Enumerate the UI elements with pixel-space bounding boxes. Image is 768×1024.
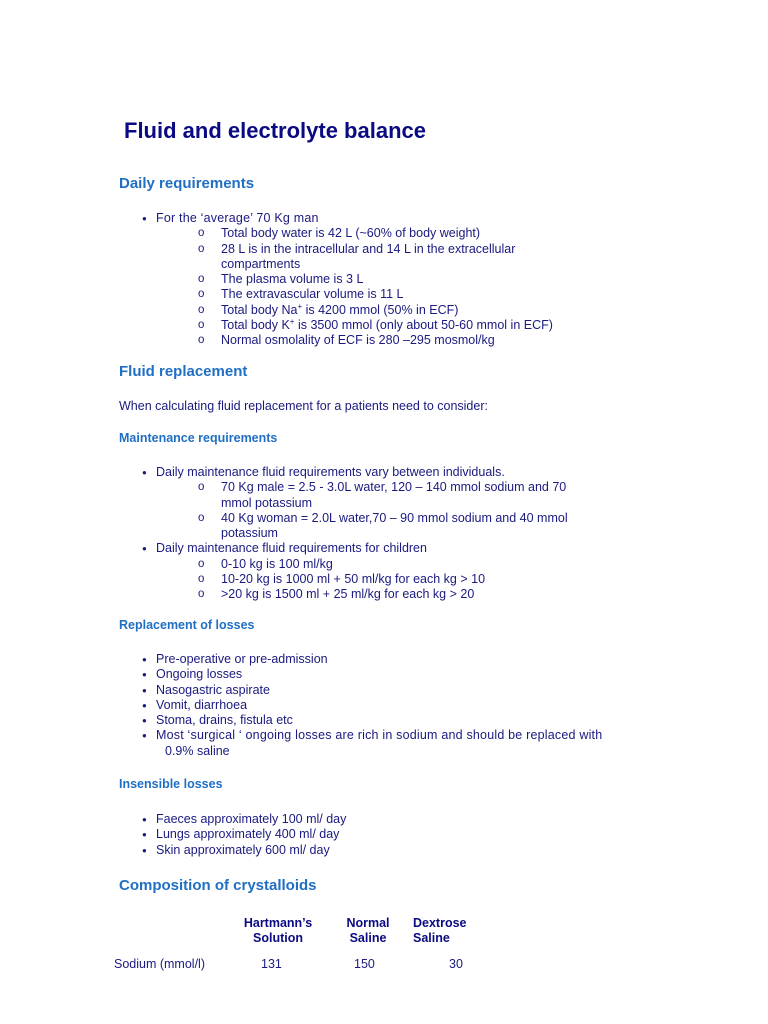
list-item (0, 303, 553, 318)
list-item: ● For the ‘average’ 70 Kg man (0, 211, 553, 226)
subsection-heading-maintenance: Maintenance requirements (119, 431, 278, 445)
list-item: ● Lungs approximately 400 ml/ day (0, 827, 346, 842)
list-item: ● Daily maintenance fluid requirements for children (0, 541, 568, 556)
list-item: o 10-20 kg is 1000 ml + 50 ml/kg for each kg > 10 (0, 572, 568, 587)
list-item: o Total body water is 42 L (~60% of body weight) (0, 226, 553, 241)
row-label-sodium: Sodium (mmol/l) (114, 957, 205, 971)
superscript: + (289, 317, 295, 327)
column-header-line: Normal (346, 916, 390, 930)
list-item-text: Total body Na (221, 302, 298, 317)
list-item: ● Faeces approximately 100 ml/ day (0, 812, 346, 827)
list-item: o 28 L is in the intracellular and 14 L in the extracellular (0, 242, 553, 257)
list-item: ● Daily maintenance fluid requirements vary between individuals. (0, 465, 568, 480)
column-header-line: Hartmann’s (243, 916, 313, 930)
list-item: ● Vomit, diarrhoea (0, 698, 602, 713)
list-item: o The plasma volume is 3 L (0, 272, 553, 287)
list-item: ● Stoma, drains, fistula etc (0, 713, 602, 728)
section-heading-replacement: Fluid replacement (119, 363, 248, 380)
list-item-continuation: compartments (221, 256, 301, 271)
list-item-text: is 3500 mmol (only about 50-60 mmol in ECF) (294, 318, 553, 333)
list-item: o The extravascular volume is 11 L (0, 287, 553, 302)
daily-list (0, 211, 553, 349)
list-item-continuation: 0.9% saline (165, 743, 230, 758)
insensible-list (0, 812, 346, 858)
losses-list (0, 652, 602, 759)
list-item: o 0-10 kg is 100 ml/kg (0, 557, 568, 572)
list-item (0, 318, 553, 333)
table-cell: 30 (449, 957, 463, 971)
list-item: ● Most ‘surgical ‘ ongoing losses are rich in sodium and should be replaced with (0, 728, 602, 743)
list-item-text: is 4200 mmol (50% in ECF) (302, 302, 459, 317)
section-heading-crystalloids: Composition of crystalloids (119, 877, 317, 894)
list-item: ● Skin approximately 600 ml/ day (0, 843, 346, 858)
superscript: + (297, 301, 303, 311)
column-header-line: Solution (253, 931, 303, 945)
section-heading-daily: Daily requirements (119, 175, 255, 192)
subsection-heading-losses: Replacement of losses (119, 618, 255, 632)
table-cell: 150 (354, 957, 375, 971)
list-item-continuation: potassium (221, 526, 278, 541)
table-cell: 131 (261, 957, 282, 971)
list-item: o >20 kg is 1500 ml + 25 ml/kg for each kg > 20 (0, 587, 568, 602)
column-header-line: Saline (413, 931, 450, 945)
maintenance-list (0, 465, 568, 603)
paragraph: When calculating fluid replacement for a patients need to consider: (119, 399, 488, 413)
page-title: Fluid and electrolyte balance (124, 118, 426, 143)
subsection-heading-insensible: Insensible losses (119, 777, 223, 791)
list-item-continuation: mmol potassium (221, 495, 312, 510)
list-item-text: Total body K (221, 318, 290, 333)
list-item: o Normal osmolality of ECF is 280 –295 mosmol/kg (0, 333, 553, 348)
list-item: o 70 Kg male = 2.5 - 3.0L water, 120 – 140 mmol sodium and 70 (0, 480, 568, 495)
list-item: ● Pre-operative or pre-admission (0, 652, 602, 667)
list-item: o 40 Kg woman = 2.0L water,70 – 90 mmol sodium and 40 mmol (0, 511, 568, 526)
column-header-hartmanns (236, 916, 320, 946)
list-item: ● Ongoing losses (0, 667, 602, 682)
column-header-line: Saline (349, 931, 387, 945)
column-header-line: Dextrose (413, 916, 467, 930)
column-header-normal-saline (338, 916, 398, 946)
list-item: ● Nasogastric aspirate (0, 683, 602, 698)
column-header-dextrose-saline (408, 916, 479, 946)
